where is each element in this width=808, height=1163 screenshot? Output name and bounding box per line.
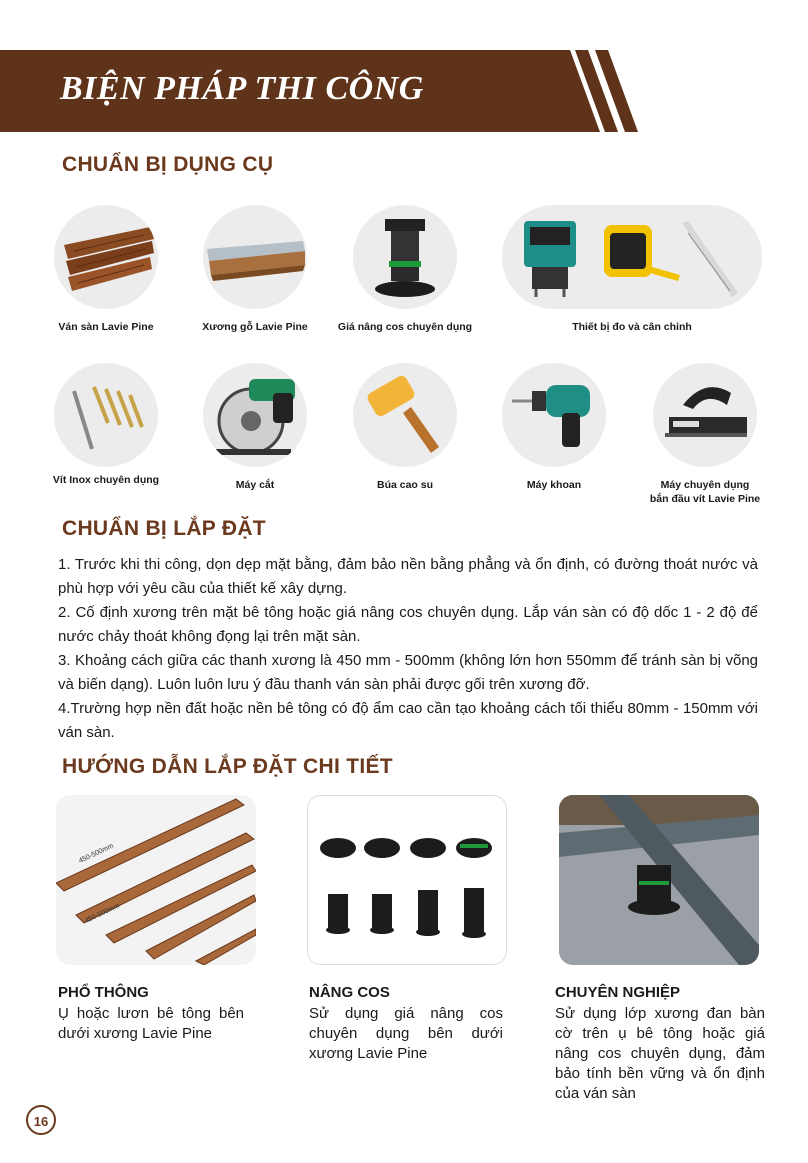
step-4: 4.Trường hợp nền đất hoặc nền bê tông có độ ẩm cao cần tạo khoảng cách tối thiểu 80mm - 150mm với ván sàn. xyxy=(58,700,758,741)
page-number: 16 xyxy=(26,1105,56,1135)
pedestal-icon xyxy=(353,205,457,309)
screw-gun-icon xyxy=(653,363,757,467)
step-3: 3. Khoảng cách giữa các thanh xương là 450 mm - 500mm (không lớn hơn 550mm để tránh sàn bị võng và biến dạng). Luôn luôn lưu ý đầu thanh ván sàn phải được gối trên xương đỡ. xyxy=(58,652,758,693)
guide-desc-pho-thong: Ụ hoặc lươn bê tông bên dưới xương Lavie Pine xyxy=(58,1005,244,1042)
tool-label-may-chuyen-dung xyxy=(630,478,780,506)
tool-label-vit-inox: Vít Inox chuyên dụng xyxy=(52,474,160,486)
page-title: BIỆN PHÁP THI CÔNG xyxy=(60,70,424,107)
tool-label-van-san: Ván sàn Lavie Pine xyxy=(58,321,154,333)
guide-desc-nang-cos: Sử dụng giá nâng cos chuyên dụng bên dưới xương Lavie Pine xyxy=(309,1005,503,1062)
drill-icon xyxy=(502,363,606,467)
circular-saw-icon xyxy=(203,363,307,467)
wood-joist-icon xyxy=(203,205,307,309)
professional-install-photo xyxy=(559,795,759,965)
step-2: 2. Cố định xương trên mặt bê tông hoặc giá nâng cos chuyên dụng. Lắp ván sàn có độ dốc 1 - 2 độ để nước chảy thoát không đọng lại trên mặt sàn. xyxy=(58,604,758,645)
install-section-title: CHUẨN BỊ LẮP ĐẶT xyxy=(62,517,266,540)
pedestal-set-image xyxy=(307,795,507,965)
dim-label-1: 450-500mm xyxy=(77,842,115,865)
tool-label-thiet-bi-do: Thiết bị đo và cân chỉnh xyxy=(572,321,692,333)
measuring-tools-icon xyxy=(502,205,762,309)
guide-title-chuyen-nghiep: CHUYÊN NGHIỆP xyxy=(555,984,681,1001)
guide-title-pho-thong: PHỔ THÔNG xyxy=(58,984,149,1001)
guide-section-title: HƯỚNG DẪN LẮP ĐẶT CHI TIẾT xyxy=(62,755,393,778)
tool-label-xuong-go: Xương gỗ Lavie Pine xyxy=(202,321,308,333)
tool-label-may-khoan: Máy khoan xyxy=(526,479,582,491)
tool-label-may-cat: Máy cắt xyxy=(235,479,275,491)
joist-layout-diagram xyxy=(56,795,256,965)
dim-label-2: 450-500mm xyxy=(83,902,121,925)
guide-desc-chuyen-nghiep: Sử dụng lớp xương đan bàn cờ trên ụ bê tông hoặc giá nâng cos chuyên dụng, đảm bảo tính bền vững và ổn định của ván sàn xyxy=(555,1005,765,1102)
tool-label-line-1: Máy chuyên dụng xyxy=(660,479,750,491)
tool-label-gia-nang: Giá nâng cos chuyên dụng xyxy=(337,321,473,333)
step-1: 1. Trước khi thi công, dọn dẹp mặt bằng, đảm bảo nền bằng phẳng và ổn định, có đường thoát nước và phù hợp với yêu cầu của thiết kế xây dựng. xyxy=(58,556,758,597)
tool-label-bua-cao-su: Búa cao su xyxy=(376,479,434,491)
tools-section-title: CHUẨN BỊ DỤNG CỤ xyxy=(62,153,274,176)
screws-icon xyxy=(54,363,158,467)
wood-plank-icon xyxy=(54,205,158,309)
install-steps xyxy=(58,553,758,745)
guide-title-nang-cos: NÂNG COS xyxy=(309,984,390,1001)
rubber-mallet-icon xyxy=(353,363,457,467)
tool-label-line-2: bắn đầu vít Lavie Pine xyxy=(649,493,761,505)
